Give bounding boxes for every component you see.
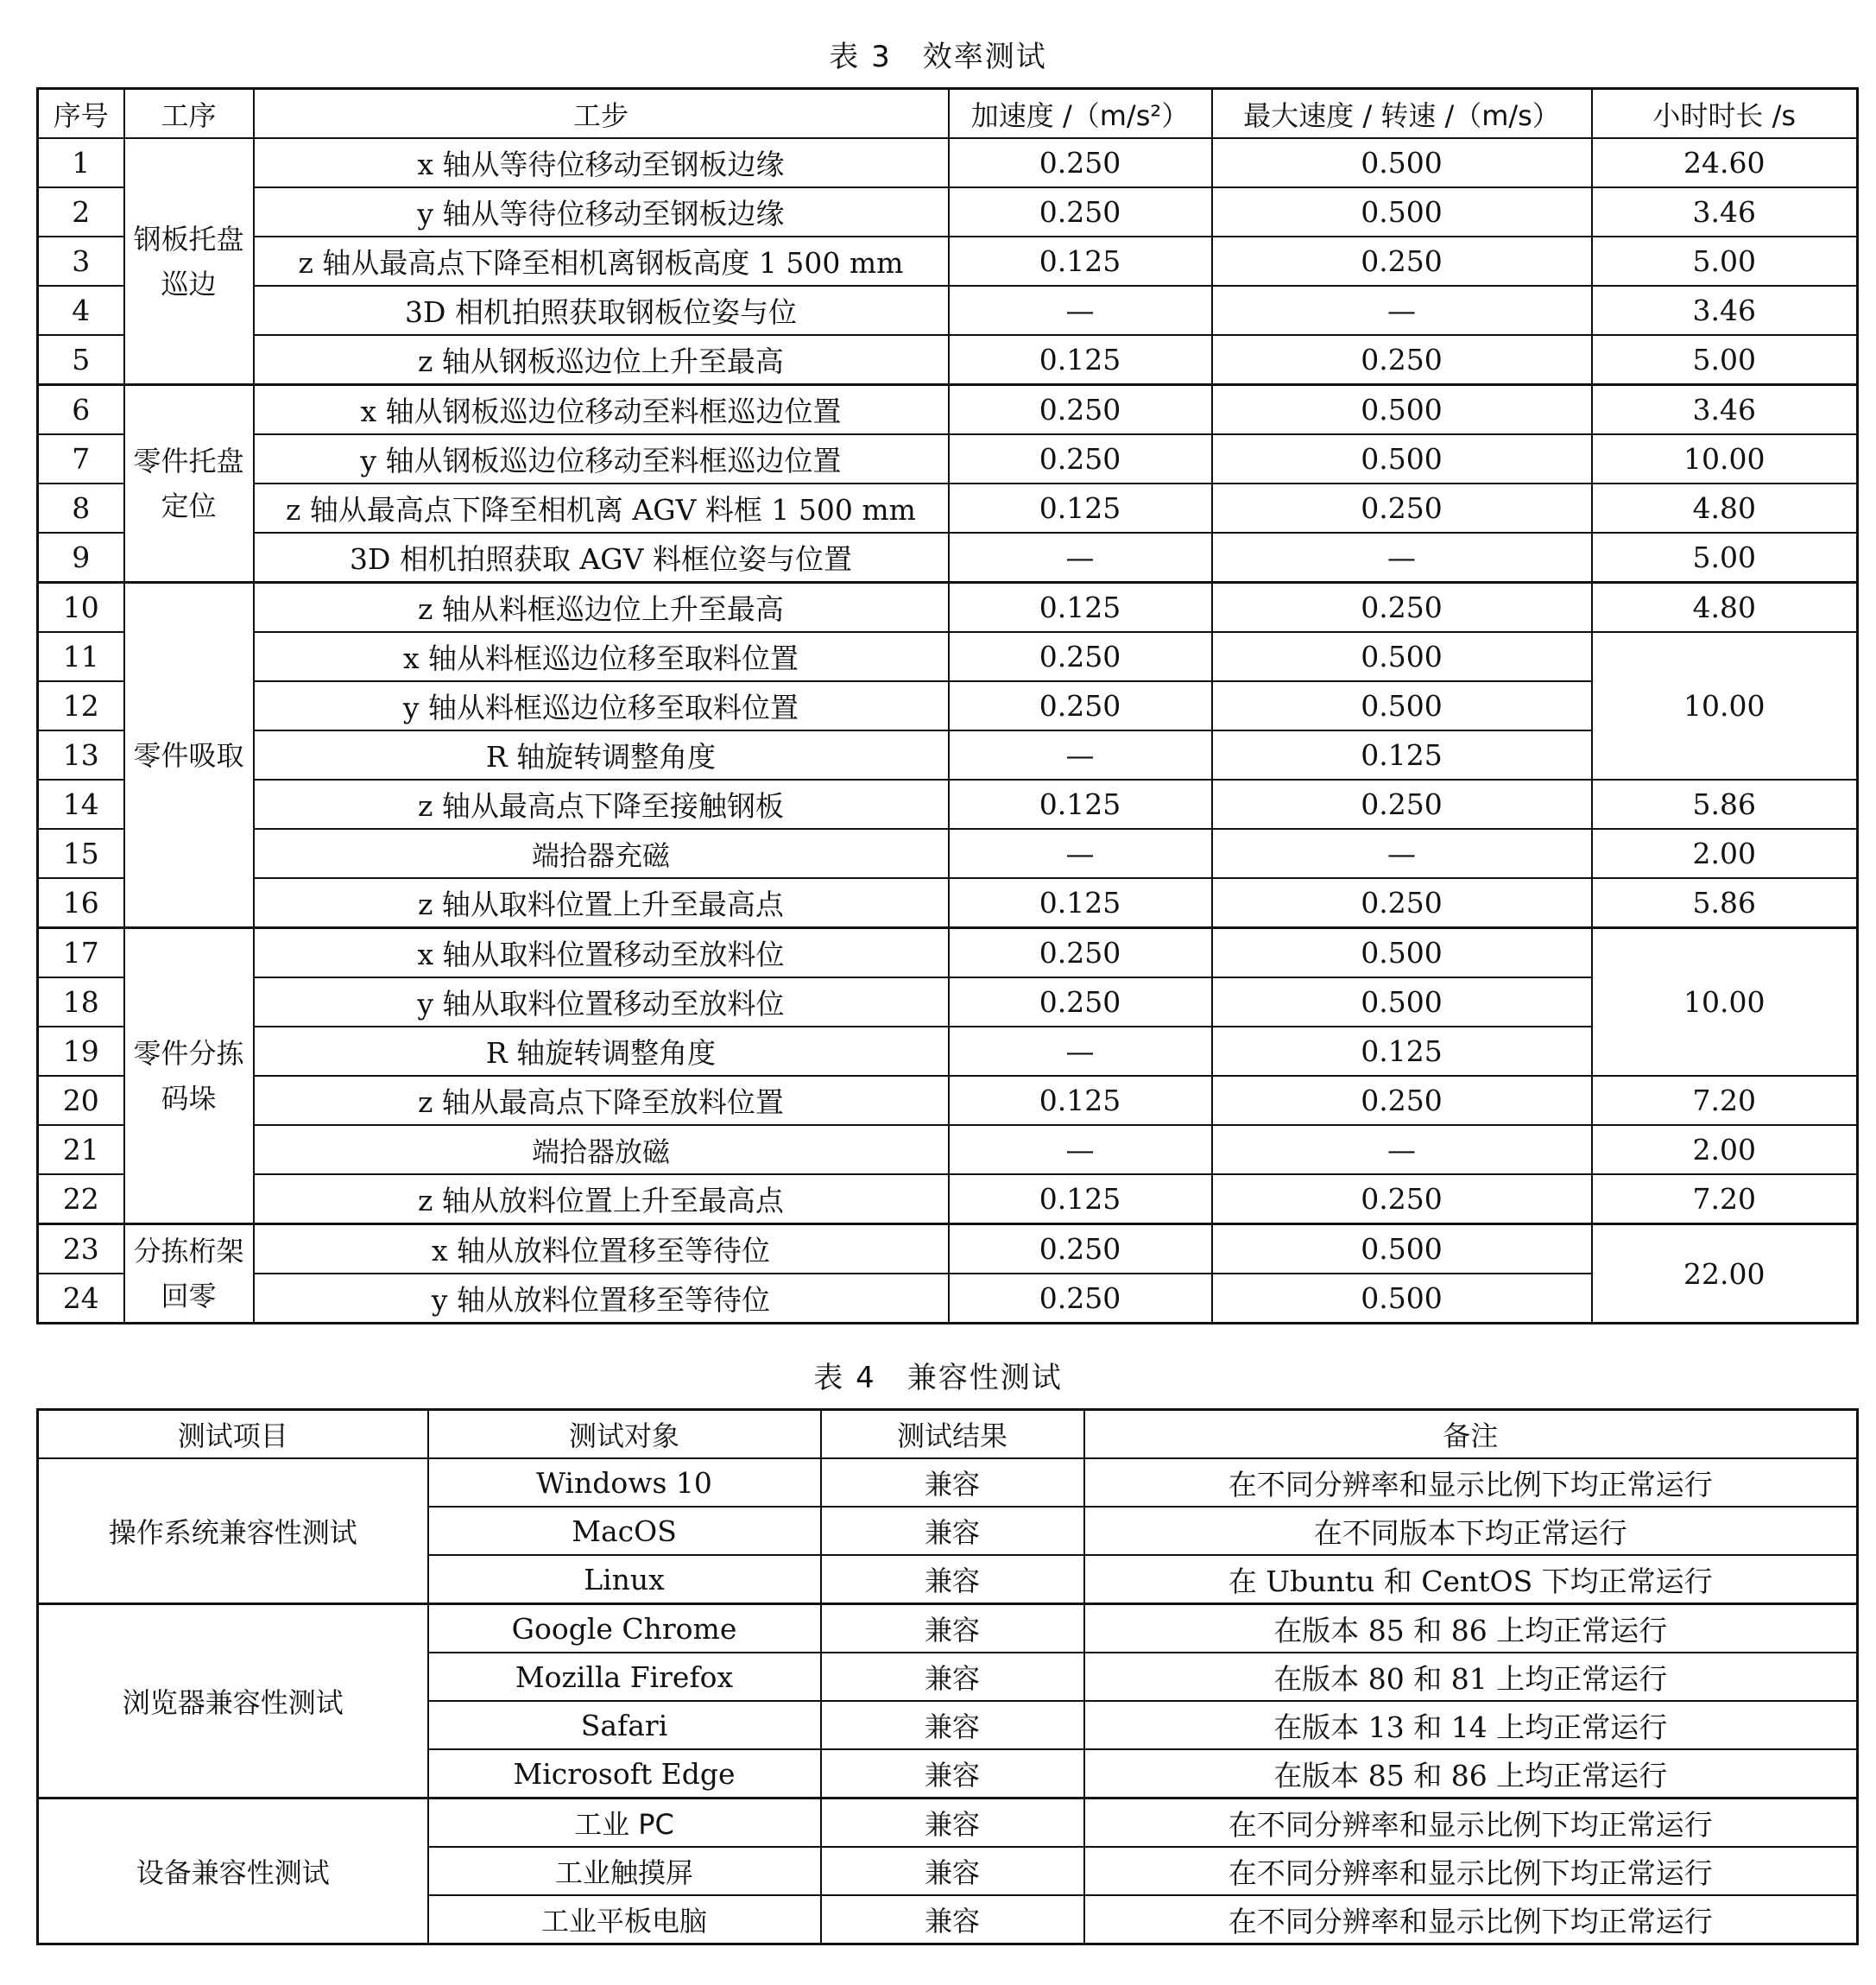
- table-header-row: [38, 89, 1858, 139]
- cell-max-speed: 0.500: [1212, 1274, 1592, 1324]
- header-note: 备注: [1084, 1410, 1858, 1459]
- cell-max-speed: 0.500: [1212, 1224, 1592, 1274]
- cell-duration: 4.80: [1592, 583, 1858, 633]
- cell-duration: 10.00: [1592, 928, 1858, 1077]
- cell-duration: 2.00: [1592, 1125, 1858, 1174]
- cell-test-result: 兼容: [821, 1604, 1084, 1653]
- table-row: [38, 1799, 1858, 1848]
- cell-max-speed: 0.500: [1212, 632, 1592, 681]
- cell-acceleration: 0.125: [949, 237, 1212, 286]
- header-max-speed: 最大速度 / 转速 /（m/s）: [1212, 89, 1592, 139]
- table-row: [38, 484, 1858, 533]
- cell-acceleration: —: [949, 829, 1212, 878]
- cell-max-speed: 0.250: [1212, 335, 1592, 385]
- cell-max-speed: 0.500: [1212, 977, 1592, 1027]
- table-row: [38, 1076, 1858, 1125]
- cell-max-speed: 0.250: [1212, 1174, 1592, 1224]
- cell-acceleration: —: [949, 533, 1212, 583]
- table-row: [38, 187, 1858, 237]
- header-test-result: 测试结果: [821, 1410, 1084, 1459]
- cell-seq: 4: [38, 286, 124, 335]
- cell-acceleration: 0.250: [949, 187, 1212, 237]
- cell-test-target: 工业平板电脑: [428, 1895, 821, 1944]
- cell-test-target: Linux: [428, 1555, 821, 1604]
- cell-note: 在不同版本下均正常运行: [1084, 1507, 1858, 1555]
- cell-max-speed: 0.250: [1212, 878, 1592, 928]
- cell-seq: 3: [38, 237, 124, 286]
- cell-test-result: 兼容: [821, 1507, 1084, 1555]
- cell-duration: 3.46: [1592, 187, 1858, 237]
- cell-seq: 22: [38, 1174, 124, 1224]
- cell-max-speed: —: [1212, 829, 1592, 878]
- cell-duration: 24.60: [1592, 138, 1858, 187]
- cell-test-result: 兼容: [821, 1458, 1084, 1507]
- table-row: [38, 533, 1858, 583]
- header-process: 工序: [124, 89, 254, 139]
- cell-acceleration: 0.250: [949, 1224, 1212, 1274]
- cell-acceleration: 0.250: [949, 385, 1212, 435]
- cell-test-target: Windows 10: [428, 1458, 821, 1507]
- cell-seq: 16: [38, 878, 124, 928]
- cell-test-item-group: 设备兼容性测试: [38, 1799, 428, 1944]
- header-test-item: 测试项目: [38, 1410, 428, 1459]
- cell-duration: 22.00: [1592, 1224, 1858, 1324]
- cell-step: x 轴从放料位置移至等待位: [254, 1224, 949, 1274]
- cell-duration: 10.00: [1592, 632, 1858, 780]
- cell-seq: 9: [38, 533, 124, 583]
- table3-caption: 表 3 效率测试: [829, 40, 1047, 74]
- cell-step: y 轴从放料位置移至等待位: [254, 1274, 949, 1324]
- cell-seq: 18: [38, 977, 124, 1027]
- header-duration: 小时时长 /s: [1592, 89, 1858, 139]
- table-row: [38, 138, 1858, 187]
- table-row: [38, 1224, 1858, 1274]
- cell-max-speed: —: [1212, 533, 1592, 583]
- table-row: [38, 1458, 1858, 1507]
- cell-acceleration: 0.125: [949, 484, 1212, 533]
- cell-max-speed: 0.500: [1212, 138, 1592, 187]
- cell-duration: 7.20: [1592, 1076, 1858, 1125]
- cell-note: 在版本 80 和 81 上均正常运行: [1084, 1653, 1858, 1701]
- cell-seq: 8: [38, 484, 124, 533]
- cell-acceleration: 0.250: [949, 928, 1212, 978]
- cell-max-speed: 0.500: [1212, 187, 1592, 237]
- cell-test-target: Microsoft Edge: [428, 1749, 821, 1799]
- cell-step: 端拾器放磁: [254, 1125, 949, 1174]
- cell-duration: 3.46: [1592, 286, 1858, 335]
- cell-seq: 11: [38, 632, 124, 681]
- table-row: [38, 335, 1858, 385]
- cell-max-speed: 0.250: [1212, 780, 1592, 829]
- cell-duration: 4.80: [1592, 484, 1858, 533]
- cell-step: z 轴从放料位置上升至最高点: [254, 1174, 949, 1224]
- cell-step: 3D 相机拍照获取 AGV 料框位姿与位置: [254, 533, 949, 583]
- cell-step: x 轴从料框巡边位移至取料位置: [254, 632, 949, 681]
- cell-duration: 5.00: [1592, 335, 1858, 385]
- cell-note: 在 Ubuntu 和 CentOS 下均正常运行: [1084, 1555, 1858, 1604]
- cell-max-speed: 0.500: [1212, 434, 1592, 484]
- cell-seq: 21: [38, 1125, 124, 1174]
- table-row: [38, 286, 1858, 335]
- cell-acceleration: 0.125: [949, 878, 1212, 928]
- cell-seq: 12: [38, 681, 124, 730]
- cell-test-result: 兼容: [821, 1799, 1084, 1848]
- table-row: [38, 1125, 1858, 1174]
- cell-test-target: MacOS: [428, 1507, 821, 1555]
- cell-acceleration: 0.125: [949, 1174, 1212, 1224]
- cell-seq: 10: [38, 583, 124, 633]
- cell-test-target: Safari: [428, 1701, 821, 1749]
- compatibility-test-table: [36, 1408, 1859, 1945]
- cell-test-result: 兼容: [821, 1895, 1084, 1944]
- cell-note: 在版本 85 和 86 上均正常运行: [1084, 1604, 1858, 1653]
- cell-step: x 轴从钢板巡边位移动至料框巡边位置: [254, 385, 949, 435]
- cell-max-speed: 0.500: [1212, 681, 1592, 730]
- table-row: [38, 583, 1858, 633]
- cell-acceleration: 0.250: [949, 138, 1212, 187]
- cell-acceleration: 0.125: [949, 583, 1212, 633]
- cell-test-target: Google Chrome: [428, 1604, 821, 1653]
- cell-seq: 7: [38, 434, 124, 484]
- table-row: [38, 237, 1858, 286]
- cell-seq: 15: [38, 829, 124, 878]
- header-step: 工步: [254, 89, 949, 139]
- cell-step: y 轴从料框巡边位移至取料位置: [254, 681, 949, 730]
- cell-step: y 轴从取料位置移动至放料位: [254, 977, 949, 1027]
- cell-seq: 23: [38, 1224, 124, 1274]
- header-acceleration: 加速度 /（m/s²）: [949, 89, 1212, 139]
- header-seq: 序号: [38, 89, 124, 139]
- table-row: [38, 977, 1858, 1027]
- cell-note: 在不同分辨率和显示比例下均正常运行: [1084, 1847, 1858, 1895]
- cell-step: 3D 相机拍照获取钢板位姿与位: [254, 286, 949, 335]
- cell-test-result: 兼容: [821, 1555, 1084, 1604]
- cell-step: z 轴从钢板巡边位上升至最高: [254, 335, 949, 385]
- cell-max-speed: 0.250: [1212, 484, 1592, 533]
- cell-step: z 轴从料框巡边位上升至最高: [254, 583, 949, 633]
- table-row: [38, 434, 1858, 484]
- cell-max-speed: 0.125: [1212, 1027, 1592, 1076]
- cell-step: R 轴旋转调整角度: [254, 730, 949, 780]
- cell-note: 在不同分辨率和显示比例下均正常运行: [1084, 1895, 1858, 1944]
- cell-max-speed: 0.500: [1212, 385, 1592, 435]
- cell-process-group: 分拣桁架回零: [124, 1224, 254, 1324]
- cell-step: x 轴从等待位移动至钢板边缘: [254, 138, 949, 187]
- cell-step: R 轴旋转调整角度: [254, 1027, 949, 1076]
- efficiency-test-table: [36, 87, 1859, 1324]
- cell-step: z 轴从最高点下降至相机离 AGV 料框 1 500 mm: [254, 484, 949, 533]
- cell-duration: 5.86: [1592, 878, 1858, 928]
- table-row: [38, 1274, 1858, 1324]
- cell-seq: 20: [38, 1076, 124, 1125]
- cell-seq: 6: [38, 385, 124, 435]
- cell-test-target: 工业触摸屏: [428, 1847, 821, 1895]
- cell-max-speed: 0.125: [1212, 730, 1592, 780]
- table4-caption: 表 4 兼容性测试: [813, 1361, 1063, 1395]
- table-row: [38, 928, 1858, 978]
- table-row: [38, 780, 1858, 829]
- cell-seq: 13: [38, 730, 124, 780]
- cell-duration: 3.46: [1592, 385, 1858, 435]
- cell-note: 在不同分辨率和显示比例下均正常运行: [1084, 1799, 1858, 1848]
- cell-step: z 轴从最高点下降至放料位置: [254, 1076, 949, 1125]
- cell-duration: 7.20: [1592, 1174, 1858, 1224]
- cell-seq: 1: [38, 138, 124, 187]
- cell-duration: 5.86: [1592, 780, 1858, 829]
- cell-process-group: 零件分拣码垛: [124, 928, 254, 1224]
- cell-step: z 轴从取料位置上升至最高点: [254, 878, 949, 928]
- cell-seq: 17: [38, 928, 124, 978]
- cell-max-speed: —: [1212, 286, 1592, 335]
- cell-step: y 轴从等待位移动至钢板边缘: [254, 187, 949, 237]
- cell-duration: 5.00: [1592, 237, 1858, 286]
- cell-test-result: 兼容: [821, 1653, 1084, 1701]
- cell-note: 在版本 85 和 86 上均正常运行: [1084, 1749, 1858, 1799]
- cell-test-item-group: 浏览器兼容性测试: [38, 1604, 428, 1799]
- cell-note: 在不同分辨率和显示比例下均正常运行: [1084, 1458, 1858, 1507]
- table-row: [38, 829, 1858, 878]
- cell-test-result: 兼容: [821, 1701, 1084, 1749]
- cell-acceleration: —: [949, 1125, 1212, 1174]
- cell-step: 端拾器充磁: [254, 829, 949, 878]
- cell-seq: 14: [38, 780, 124, 829]
- table-row: [38, 632, 1858, 681]
- table-row: [38, 1604, 1858, 1653]
- cell-acceleration: 0.250: [949, 977, 1212, 1027]
- cell-step: x 轴从取料位置移动至放料位: [254, 928, 949, 978]
- table-row: [38, 681, 1858, 730]
- cell-duration: 5.00: [1592, 533, 1858, 583]
- cell-acceleration: 0.250: [949, 632, 1212, 681]
- cell-test-item-group: 操作系统兼容性测试: [38, 1458, 428, 1604]
- cell-duration: 2.00: [1592, 829, 1858, 878]
- cell-acceleration: —: [949, 1027, 1212, 1076]
- cell-max-speed: 0.250: [1212, 1076, 1592, 1125]
- cell-max-speed: 0.250: [1212, 237, 1592, 286]
- cell-step: z 轴从最高点下降至相机离钢板高度 1 500 mm: [254, 237, 949, 286]
- cell-step: y 轴从钢板巡边位移动至料框巡边位置: [254, 434, 949, 484]
- table-row: [38, 1027, 1858, 1076]
- cell-acceleration: —: [949, 286, 1212, 335]
- cell-process-group: 零件托盘定位: [124, 385, 254, 583]
- cell-seq: 24: [38, 1274, 124, 1324]
- cell-step: z 轴从最高点下降至接触钢板: [254, 780, 949, 829]
- table-row: [38, 878, 1858, 928]
- cell-acceleration: 0.125: [949, 335, 1212, 385]
- cell-seq: 5: [38, 335, 124, 385]
- cell-process-group: 零件吸取: [124, 583, 254, 928]
- cell-acceleration: 0.250: [949, 681, 1212, 730]
- cell-max-speed: —: [1212, 1125, 1592, 1174]
- cell-process-group: 钢板托盘巡边: [124, 138, 254, 385]
- table-row: [38, 385, 1858, 435]
- table-row: [38, 730, 1858, 780]
- cell-acceleration: 0.250: [949, 434, 1212, 484]
- cell-test-result: 兼容: [821, 1847, 1084, 1895]
- header-test-target: 测试对象: [428, 1410, 821, 1459]
- cell-acceleration: 0.125: [949, 780, 1212, 829]
- cell-acceleration: 0.125: [949, 1076, 1212, 1125]
- cell-acceleration: —: [949, 730, 1212, 780]
- cell-seq: 19: [38, 1027, 124, 1076]
- table-row: [38, 1174, 1858, 1224]
- cell-acceleration: 0.250: [949, 1274, 1212, 1324]
- table-header-row: [38, 1410, 1858, 1459]
- cell-note: 在版本 13 和 14 上均正常运行: [1084, 1701, 1858, 1749]
- cell-seq: 2: [38, 187, 124, 237]
- cell-test-target: Mozilla Firefox: [428, 1653, 821, 1701]
- cell-test-result: 兼容: [821, 1749, 1084, 1799]
- cell-duration: 10.00: [1592, 434, 1858, 484]
- cell-test-target: 工业 PC: [428, 1799, 821, 1848]
- cell-max-speed: 0.250: [1212, 583, 1592, 633]
- cell-max-speed: 0.500: [1212, 928, 1592, 978]
